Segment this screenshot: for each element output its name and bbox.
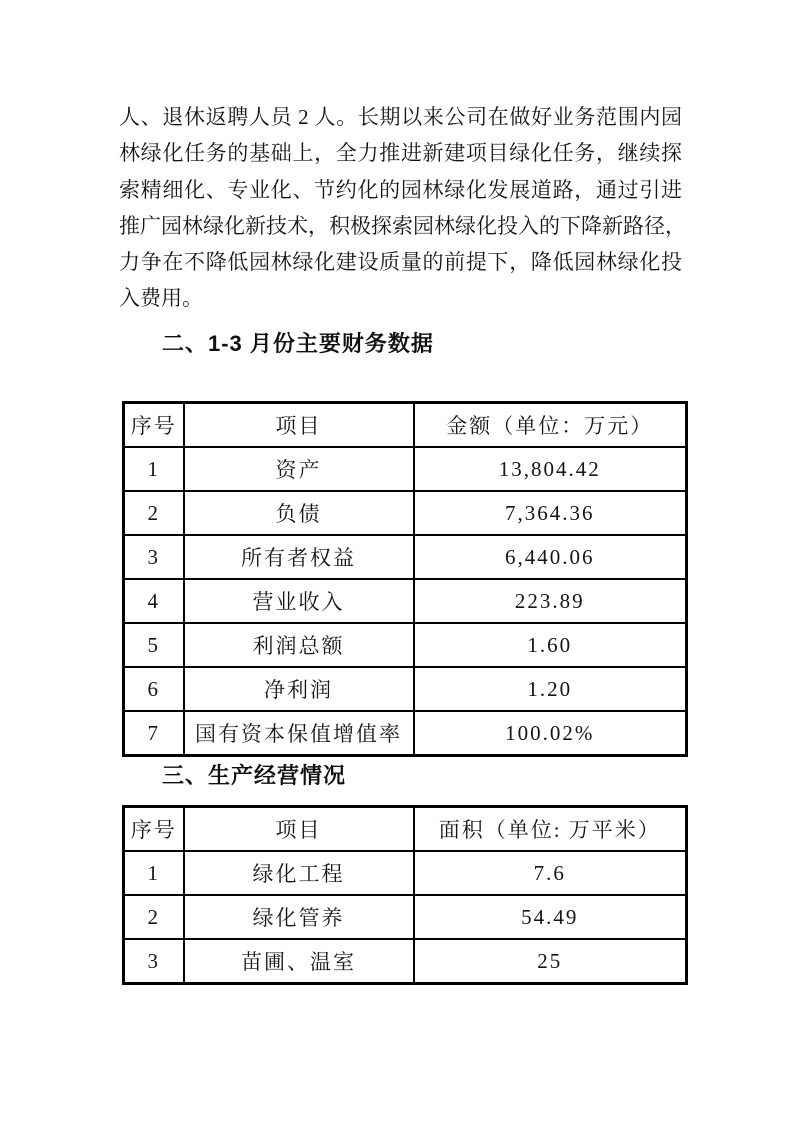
cell-index: 3 <box>124 535 184 579</box>
cell-item: 营业收入 <box>184 579 414 623</box>
header-amount: 金额（单位：万元） <box>414 403 687 448</box>
header-item: 项目 <box>184 807 414 852</box>
table-row <box>124 623 687 667</box>
cell-index: 7 <box>124 711 184 756</box>
cell-amount: 1.60 <box>414 623 687 667</box>
table-header-row <box>124 403 687 448</box>
section-heading-finance: 二、1-3 月份主要财务数据 <box>162 331 434 356</box>
cell-item: 绿化管养 <box>184 895 414 939</box>
cell-amount: 1.20 <box>414 667 687 711</box>
cell-item: 所有者权益 <box>184 535 414 579</box>
cell-item: 利润总额 <box>184 623 414 667</box>
cell-index: 2 <box>124 895 184 939</box>
body-paragraph <box>119 99 686 317</box>
finance-table <box>122 401 688 757</box>
paragraph-line: 入费用。 <box>119 286 203 311</box>
cell-index: 3 <box>124 939 184 984</box>
table-row <box>124 939 687 984</box>
cell-index: 2 <box>124 491 184 535</box>
table-row <box>124 535 687 579</box>
table-row <box>124 447 687 491</box>
cell-area: 7.6 <box>414 851 687 895</box>
cell-amount: 6,440.06 <box>414 535 687 579</box>
cell-item: 资产 <box>184 447 414 491</box>
cell-item: 负债 <box>184 491 414 535</box>
header-index: 序号 <box>124 807 184 852</box>
cell-index: 6 <box>124 667 184 711</box>
paragraph-line: 力争在不降低园林绿化建设质量的前提下，降低园林绿化投 <box>119 250 682 275</box>
cell-item: 绿化工程 <box>184 851 414 895</box>
section-heading-production: 三、生产经营情况 <box>162 763 347 788</box>
header-area: 面积（单位: 万平米） <box>414 807 687 852</box>
cell-index: 1 <box>124 447 184 491</box>
cell-index: 5 <box>124 623 184 667</box>
cell-index: 4 <box>124 579 184 623</box>
table-row <box>124 579 687 623</box>
cell-item: 苗圃、温室 <box>184 939 414 984</box>
table-row <box>124 711 687 756</box>
cell-area: 54.49 <box>414 895 687 939</box>
production-table <box>122 805 688 985</box>
table-row <box>124 667 687 711</box>
paragraph-line: 林绿化任务的基础上，全力推进新建项目绿化任务，继续探 <box>119 141 682 166</box>
paragraph-line: 推广园林绿化新技术，积极探索园林绿化投入的下降新路径， <box>119 213 686 238</box>
cell-amount: 7,364.36 <box>414 491 687 535</box>
table-header-row <box>124 807 687 852</box>
header-index: 序号 <box>124 403 184 448</box>
table-row <box>124 491 687 535</box>
cell-item: 净利润 <box>184 667 414 711</box>
table-row <box>124 895 687 939</box>
cell-item: 国有资本保值增值率 <box>184 711 414 756</box>
table-row <box>124 851 687 895</box>
cell-area: 25 <box>414 939 687 984</box>
cell-index: 1 <box>124 851 184 895</box>
paragraph-line: 索精细化、专业化、节约化的园林绿化发展道路，通过引进 <box>119 177 682 202</box>
cell-amount: 223.89 <box>414 579 687 623</box>
cell-amount: 13,804.42 <box>414 447 687 491</box>
cell-amount: 100.02% <box>414 711 687 756</box>
paragraph-line: 人、退休返聘人员 2 人。长期以来公司在做好业务范围内园 <box>119 105 682 129</box>
header-item: 项目 <box>184 403 414 448</box>
